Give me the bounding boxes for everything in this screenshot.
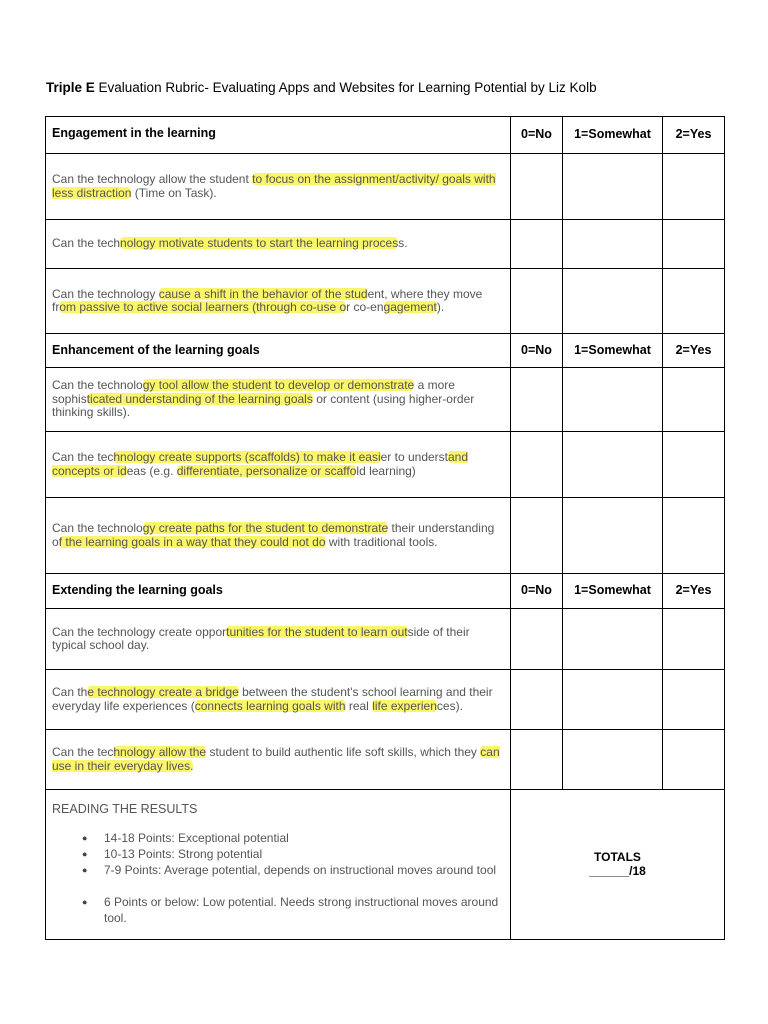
scale-no: 0=No <box>511 117 563 154</box>
criterion-text: Can the technology create opportunities for the student to learn outside of their typical school day. <box>46 609 511 670</box>
results-levels <box>52 830 504 926</box>
scale-yes: 2=Yes <box>663 574 725 609</box>
section-header-extending <box>46 574 725 609</box>
score-somewhat-cell[interactable] <box>563 220 663 269</box>
scale-somewhat: 1=Somewhat <box>563 574 663 609</box>
score-no-cell[interactable] <box>511 498 563 574</box>
section-header-enhancement <box>46 334 725 368</box>
section-heading: Extending the learning goals <box>46 574 511 609</box>
section-header-engagement <box>46 117 725 154</box>
document-title <box>46 80 597 95</box>
criterion-text: Can the technology create paths for the student to demonstrate their understanding of the learning goals in a way that they could not do with traditional tools. <box>46 498 511 574</box>
results-row <box>46 790 725 940</box>
criterion-text: Can the technology cause a shift in the behavior of the student, where they move from passive to active social learners (through co-use or co-engagement). <box>46 269 511 334</box>
reading-results <box>46 790 511 940</box>
criterion-row <box>46 432 725 498</box>
criterion-row <box>46 368 725 432</box>
level-item: ● 14-18 Points: Exceptional potential <box>82 830 504 846</box>
score-no-cell[interactable] <box>511 154 563 220</box>
criterion-text: Can the technology create a bridge between the student's school learning and their everyday life experiences (connects learning goals with real life experiences). <box>46 670 511 730</box>
score-somewhat-cell[interactable] <box>563 269 663 334</box>
criterion-row <box>46 730 725 790</box>
level-item: ● 10-13 Points: Strong potential <box>82 846 504 862</box>
title-bold: Triple E <box>46 80 95 95</box>
score-no-cell[interactable] <box>511 220 563 269</box>
section-heading: Enhancement of the learning goals <box>46 334 511 368</box>
criterion-text: Can the technology allow the student to focus on the assignment/activity/ goals with less distraction (Time on Task). <box>46 154 511 220</box>
criterion-row <box>46 670 725 730</box>
criterion-row <box>46 154 725 220</box>
scale-no: 0=No <box>511 574 563 609</box>
score-yes-cell[interactable] <box>663 498 725 574</box>
score-yes-cell[interactable] <box>663 670 725 730</box>
scale-yes: 2=Yes <box>663 334 725 368</box>
totals-value[interactable]: ______/18 <box>589 863 646 878</box>
level-item: ● 7-9 Points: Average potential, depends on instructional moves around tool <box>82 862 504 878</box>
results-title: READING THE RESULTS <box>52 801 198 816</box>
score-no-cell[interactable] <box>511 730 563 790</box>
criterion-text: Can the technology tool allow the student to develop or demonstrate a more sophisticated understanding of the learning goals or content (using higher-order thinking skills). <box>46 368 511 432</box>
score-yes-cell[interactable] <box>663 269 725 334</box>
score-yes-cell[interactable] <box>663 609 725 670</box>
level-item: ● 6 Points or below: Low potential. Needs strong instructional moves around tool. <box>82 894 504 926</box>
score-somewhat-cell[interactable] <box>563 730 663 790</box>
criterion-row <box>46 269 725 334</box>
score-somewhat-cell[interactable] <box>563 498 663 574</box>
totals-cell <box>511 790 725 940</box>
score-no-cell[interactable] <box>511 368 563 432</box>
scale-yes: 2=Yes <box>663 117 725 154</box>
score-no-cell[interactable] <box>511 432 563 498</box>
scale-no: 0=No <box>511 334 563 368</box>
score-yes-cell[interactable] <box>663 368 725 432</box>
score-somewhat-cell[interactable] <box>563 368 663 432</box>
score-no-cell[interactable] <box>511 269 563 334</box>
score-somewhat-cell[interactable] <box>563 154 663 220</box>
score-somewhat-cell[interactable] <box>563 609 663 670</box>
criterion-row <box>46 609 725 670</box>
score-yes-cell[interactable] <box>663 432 725 498</box>
title-rest: Evaluation Rubric- Evaluating Apps and Websites for Learning Potential by Liz Kolb <box>94 80 597 95</box>
score-no-cell[interactable] <box>511 670 563 730</box>
criterion-text: Can the technology allow the student to build authentic life soft skills, which they can use in their everyday lives. <box>46 730 511 790</box>
score-somewhat-cell[interactable] <box>563 432 663 498</box>
score-yes-cell[interactable] <box>663 220 725 269</box>
totals-label: TOTALS <box>594 850 641 864</box>
criterion-text: Can the technology motivate students to start the learning process. <box>46 220 511 269</box>
rubric-table <box>45 116 725 940</box>
scale-somewhat: 1=Somewhat <box>563 334 663 368</box>
criterion-row <box>46 498 725 574</box>
score-somewhat-cell[interactable] <box>563 670 663 730</box>
criterion-row <box>46 220 725 269</box>
section-heading: Engagement in the learning <box>46 117 511 154</box>
score-yes-cell[interactable] <box>663 154 725 220</box>
scale-somewhat: 1=Somewhat <box>563 117 663 154</box>
criterion-text: Can the technology create supports (scaffolds) to make it easier to understand concepts or ideas (e.g. differentiate, personalize or scaffold learning) <box>46 432 511 498</box>
score-yes-cell[interactable] <box>663 730 725 790</box>
score-no-cell[interactable] <box>511 609 563 670</box>
